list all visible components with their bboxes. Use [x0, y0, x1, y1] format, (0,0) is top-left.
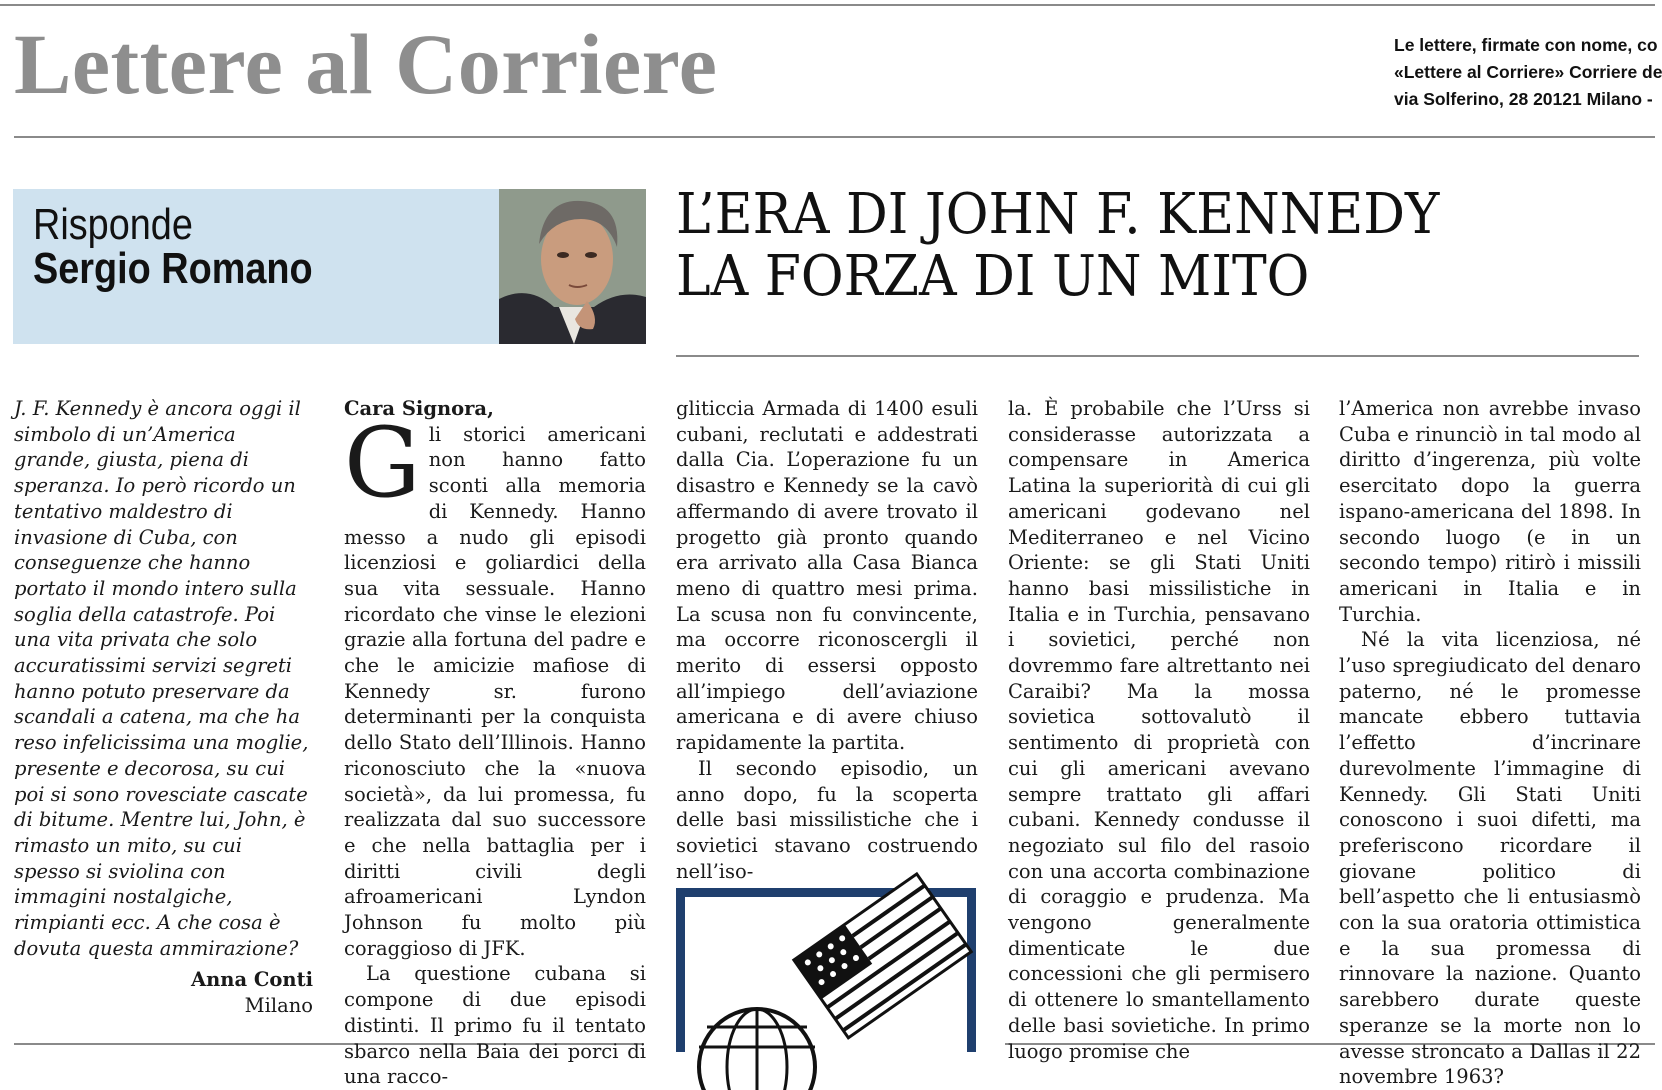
reader-letter — [14, 396, 314, 961]
header-rule — [14, 136, 1655, 138]
letter-line: speranza. Io però ricordo un — [14, 474, 296, 498]
letter-line: dovuta questa ammirazione? — [14, 936, 299, 960]
top-rule — [0, 4, 1655, 6]
columnist-portrait — [499, 189, 646, 344]
flag-globe-icon — [685, 897, 967, 1061]
headline-line-2: LA FORZA DI UN MITO — [676, 244, 1310, 309]
columnist-name: Sergio Romano — [33, 244, 313, 293]
salutation: Cara Signora, — [344, 397, 494, 420]
letter-line: immagini nostalgiche, — [14, 885, 233, 909]
answer-column-1 — [344, 396, 646, 1089]
risponde-label: Risponde — [33, 200, 193, 249]
letter-line: accuratissimi servizi segreti — [14, 654, 293, 678]
answer-column-4 — [1339, 396, 1641, 1089]
headline-line-1: L’ERA DI JOHN F. KENNEDY — [676, 182, 1440, 247]
answer-paragraph: la. È probabile che l’Urss si considerasse autorizzata a compensare in America Latina la superiorità di cui gli americani godevano nel Mediterraneo e nel Vicino Oriente: se gli Stati Uniti hanno basi missilistiche in Italia e in Turchia, pensavano i sovietici, perché non dovremmo fare altrettanto nei Caraibi? Ma la mossa sovietica sottovalutò il sentimento di proprietà con cui gli americani avevano sempre trattato gli affari cubani. Kennedy condusse il negoziato sul filo del rasoio con una accorta combinazione di coraggio e prudenza. Ma vengono generalmente dimenticate le due concessioni che gli permisero di ottenere lo smantellamento delle basi sovietiche. In primo luogo promise che — [1008, 397, 1310, 1063]
answer-paragraph: Il secondo episodio, un anno dopo, fu la scoperta delle basi missilistiche che i sovietici stavano costruendo nell’iso- — [676, 756, 978, 883]
answer-paragraph: gliticcia Armada di 1400 esuli cubani, reclutati e addestrati dalla Cia. L’operazione fu un disastro e Kennedy se la cavò affermando di avere trovato il progetto già pronto quando era arrivato alla Casa Bianca meno di quattro mesi prima. La scusa non fu convincente, ma occorre riconoscergli il merito di essersi opposto all’impiego dell’aviazione americana e di avere chiuso rapidamente la partita. — [676, 397, 978, 755]
letter-line: J. F. Kennedy è ancora oggi il — [14, 397, 301, 420]
letter-line: reso infelicissima una moglie, — [14, 731, 309, 755]
answer-column-2 — [676, 396, 978, 883]
answer-paragraph: La questione cubana si compone di due episodi distinti. Il primo fu il tentato sbarco nella Baia dei porci di una racco- — [344, 962, 646, 1089]
address-line: Le lettere, firmate con nome, co — [1394, 35, 1658, 55]
letter-line: una vita privata che solo — [14, 628, 258, 652]
letter-line: tentativo maldestro di — [14, 499, 233, 523]
letter-line: rimpianti ecc. A che cosa è — [14, 911, 281, 935]
section-title: Lettere al Corriere — [14, 16, 718, 112]
address-block — [1394, 32, 1662, 113]
letter-signature-name: Anna Conti — [190, 968, 313, 991]
letter-line: portato il mondo intero sulla — [14, 576, 297, 600]
letter-line: spesso si sviolina con — [14, 859, 226, 883]
answer-paragraph: l’America non avrebbe invaso Cuba e rinunciò in tal modo al diritto d’ingerenza, più volte esercitato dopo la guerra ispano-americana del 1898. In secondo luogo (e in un secondo tempo) ritirò i missili americani in Italia e in Turchia. — [1339, 397, 1641, 626]
address-line: via Solferino, 28 20121 Milano - — [1394, 89, 1653, 109]
drop-cap: G — [344, 406, 421, 519]
letter-line: grande, giusta, piena di — [14, 448, 249, 472]
letter-line: hanno potuto preservare da — [14, 679, 290, 703]
columnist-box — [13, 189, 499, 344]
portrait-illustration — [499, 189, 646, 344]
letter-line: conseguenze che hanno — [14, 551, 251, 575]
headline-rule — [676, 355, 1639, 357]
letter-line: soglia della catastrofe. Poi — [14, 602, 276, 626]
headline — [676, 184, 1439, 308]
letter-line: di bitume. Mentre lui, John, è — [14, 808, 306, 832]
letter-line: poi si sono rovesciate cascate — [14, 782, 308, 806]
letter-line: simbolo di un’America — [14, 422, 236, 446]
letter-signature-city: Milano — [244, 994, 313, 1017]
letter-line: presente e decorosa, su cui — [14, 756, 286, 780]
letter-line: scandali a catena, ma che ha — [14, 705, 300, 729]
answer-paragraph: Né la vita licenziosa, né l’uso spregiudicato del denaro paterno, né le promesse mancate ebbero tuttavia l’effetto d’incrinare durevolmente l’immagine di Kennedy. Gli Stati Uniti conoscono i suoi difetti, ma preferiscono ricordare il giovane politico di bell’aspetto che li entusiasmò con la sua oratoria ottimistica e la sua promessa di rinnovare la nazione. Quanto sarebbero durate queste speranze se la morte non lo avesse stroncato a Dallas il 22 novembre 1963? — [1339, 628, 1641, 1089]
address-line: «Lettere al Corriere» Corriere de — [1394, 62, 1662, 82]
answer-paragraph-text: li storici americani non hanno fatto sconti alla memoria di Kennedy. Hanno messo a nudo gli episodi licenziosi e goliardici della sua vita sessuale. Hanno ricordato che vinse le elezioni grazie alla fortuna del padre e che le amicizie mafiose di Kennedy sr. furono determinanti per la conquista dello Stato dell’Illinois. Hanno riconosciuto che la «nuova società», da lui promessa, fu realizzata dal suo successore e che nella battaglia per i diritti civili degli afroamericani Lyndon Johnson fu molto più coraggioso di JFK. — [344, 422, 646, 960]
flag-globe-illustration — [676, 888, 976, 1052]
letter-line: rimasto un mito, su cui — [14, 833, 242, 857]
letter-line: invasione di Cuba, con — [14, 525, 238, 549]
answer-column-3 — [1008, 396, 1310, 1063]
